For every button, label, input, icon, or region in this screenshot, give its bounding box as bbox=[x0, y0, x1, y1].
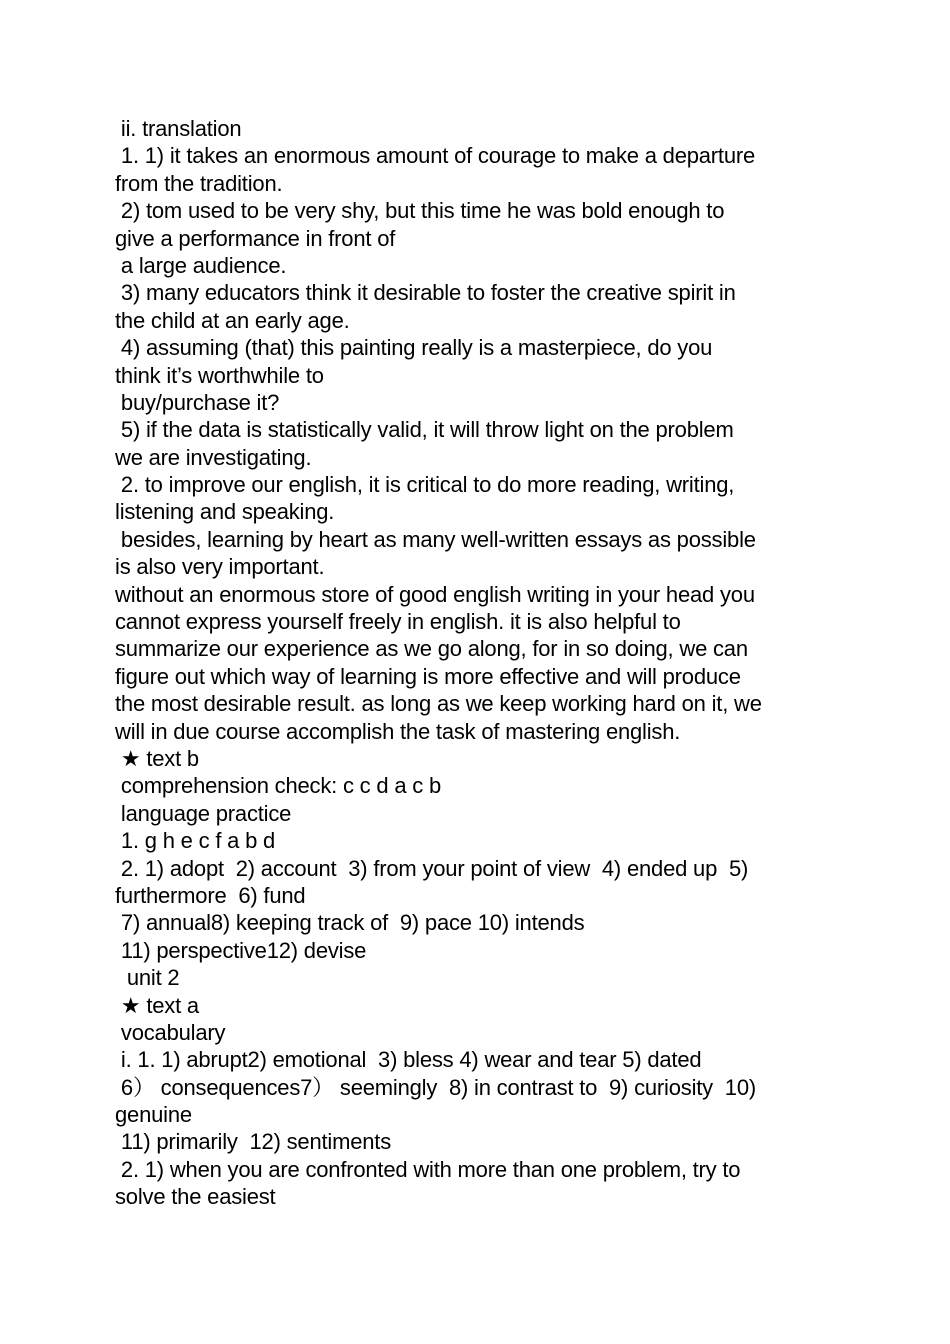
text-line: 6） consequences7） seemingly 8) in contrast to 9) curiosity 10) bbox=[115, 1074, 756, 1100]
text-line: think it’s worthwhile to bbox=[115, 362, 324, 388]
text-line: 7) annual8) keeping track of 9) pace 10) intends bbox=[115, 910, 585, 936]
text-line: 3) many educators think it desirable to foster the creative spirit in bbox=[115, 280, 736, 306]
text-line: ii. translation bbox=[115, 116, 242, 141]
text-line: a large audience. bbox=[115, 252, 287, 278]
text-line: 11) primarily 12) sentiments bbox=[115, 1129, 392, 1155]
section-heading-text-b: ★ text b bbox=[115, 745, 199, 771]
text-line: 4) assuming (that) this painting really is a masterpiece, do you bbox=[115, 335, 713, 361]
text-line: 1. g h e c f a b d bbox=[115, 828, 276, 854]
text-line: solve the easiest bbox=[115, 1184, 276, 1210]
text-line: 11) perspective12) devise bbox=[115, 937, 367, 963]
text-line: 2) tom used to be very shy, but this time he was bold enough to bbox=[115, 198, 725, 224]
text-line: besides, learning by heart as many well-written essays as possible bbox=[115, 526, 756, 552]
text-line: listening and speaking. bbox=[115, 499, 335, 525]
text-line: language practice bbox=[115, 800, 292, 826]
text-line: we are investigating. bbox=[115, 444, 312, 470]
text-line: 2. to improve our english, it is critical to do more reading, writing, bbox=[115, 472, 735, 498]
text-line: 2. 1) adopt 2) account 3) from your point of view 4) ended up 5) bbox=[115, 855, 749, 881]
text-line: will in due course accomplish the task of mastering english. bbox=[115, 718, 681, 744]
text-line: i. 1. 1) abrupt2) emotional 3) bless 4) wear and tear 5) dated bbox=[115, 1047, 702, 1073]
text-line: buy/purchase it? bbox=[115, 389, 280, 415]
text-line: 1. 1) it takes an enormous amount of courage to make a departure bbox=[115, 143, 756, 169]
document-page bbox=[115, 115, 840, 1211]
text-line: genuine bbox=[115, 1102, 192, 1128]
text-line: give a performance in front of bbox=[115, 225, 396, 251]
text-line: 5) if the data is statistically valid, it will throw light on the problem bbox=[115, 417, 734, 443]
text-line: 2. 1) when you are confronted with more than one problem, try to bbox=[115, 1156, 741, 1182]
text-line: furthermore 6) fund bbox=[115, 882, 306, 908]
text-line: summarize our experience as we go along, for in so doing, we can bbox=[115, 636, 748, 662]
text-line: figure out which way of learning is more effective and will produce bbox=[115, 663, 741, 689]
text-line: is also very important. bbox=[115, 554, 325, 580]
text-line: vocabulary bbox=[115, 1019, 226, 1045]
text-line: the most desirable result. as long as we keep working hard on it, we bbox=[115, 691, 762, 717]
unit-heading: unit 2 bbox=[115, 965, 180, 991]
text-line: from the tradition. bbox=[115, 170, 283, 196]
section-heading-text-a: ★ text a bbox=[115, 992, 199, 1018]
text-line: comprehension check: c c d a c b bbox=[115, 773, 442, 799]
text-line: without an enormous store of good english writing in your head you bbox=[115, 581, 755, 607]
text-line: cannot express yourself freely in english. it is also helpful to bbox=[115, 609, 681, 635]
text-line: the child at an early age. bbox=[115, 307, 350, 333]
